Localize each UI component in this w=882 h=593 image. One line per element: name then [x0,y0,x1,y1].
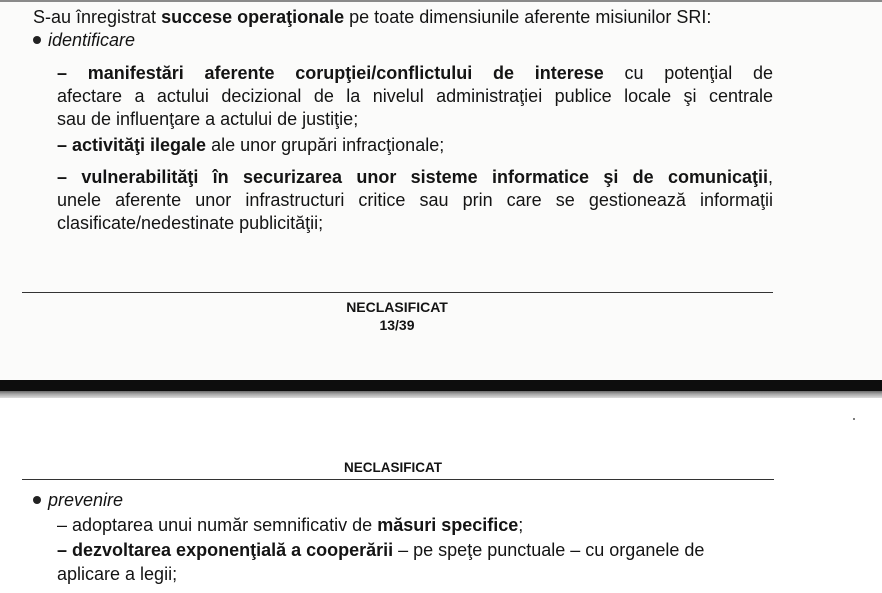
item-cooperare-bold: – dezvoltarea exponenţială a cooperării [57,540,394,560]
item-activitati-bold: – activităţi ilegale [57,135,207,155]
item-vulnerabilitati-line1 [57,166,773,188]
item-coruptie-line3: sau de influenţare a actului de justiţie; [57,109,359,129]
item-cooperare-line2: aplicare a legii; [57,564,178,584]
footer-divider [22,292,773,293]
bullet-label: identificare [48,30,136,50]
item-activitati-text: ale unor grupări infracţionale; [206,135,445,155]
bullet-icon [33,496,41,504]
item-coruptie-line1 [57,62,773,84]
item-masuri-bold: măsuri specifice [377,515,519,535]
footer-classification: NECLASIFICAT [346,299,448,315]
page-number: 13/39 [379,317,415,333]
intro-text: S-au înregistrat [33,7,162,27]
intro-paragraph [33,6,711,28]
item-activitati [57,134,444,156]
intro-text-end: pe toate dimensiunile aferente misiunilor SRI: [344,7,712,27]
item-vulnerabilitati-line2: unele aferente unor infrastructuri critice sau prin care se gestionează informaţii [57,190,773,210]
item-vulnerabilitati-line3: clasificate/nedestinate publicităţii; [57,213,324,233]
scan-separator-streak [0,391,882,398]
page-top-edge [0,0,882,2]
item-cooperare-text: – pe speţe punctuale – cu organele de [393,540,705,560]
bullet-prevenire [33,489,123,511]
item-masuri [57,514,523,536]
item-coruptie-bold: – manifestări aferente corupţiei/conflictului de interese [57,63,604,83]
document-page-14 [0,403,882,593]
header-divider [22,479,774,480]
bullet-label: prevenire [48,490,124,510]
item-masuri-end: ; [518,515,524,535]
item-vulnerabilitati-text: , [767,167,773,187]
item-vulnerabilitati-bold: – vulnerabilităţi în securizarea unor sisteme informatice şi de comunicaţii [57,167,768,187]
item-coruptie-line2: afectare a actului decizional de la nivelul administraţiei publice locale şi centrale [57,86,773,106]
scan-speck [853,418,855,420]
intro-bold-text: succese operaţionale [161,7,345,27]
header-classification: NECLASIFICAT [344,460,442,475]
item-coruptie-text: cu potenţial de [603,63,774,83]
bullet-identificare [33,29,135,51]
item-masuri-text: – adoptarea unui număr semnificativ de [57,515,378,535]
item-cooperare-line1 [57,539,704,561]
bullet-icon [33,36,41,44]
scan-separator-bar [0,380,882,391]
